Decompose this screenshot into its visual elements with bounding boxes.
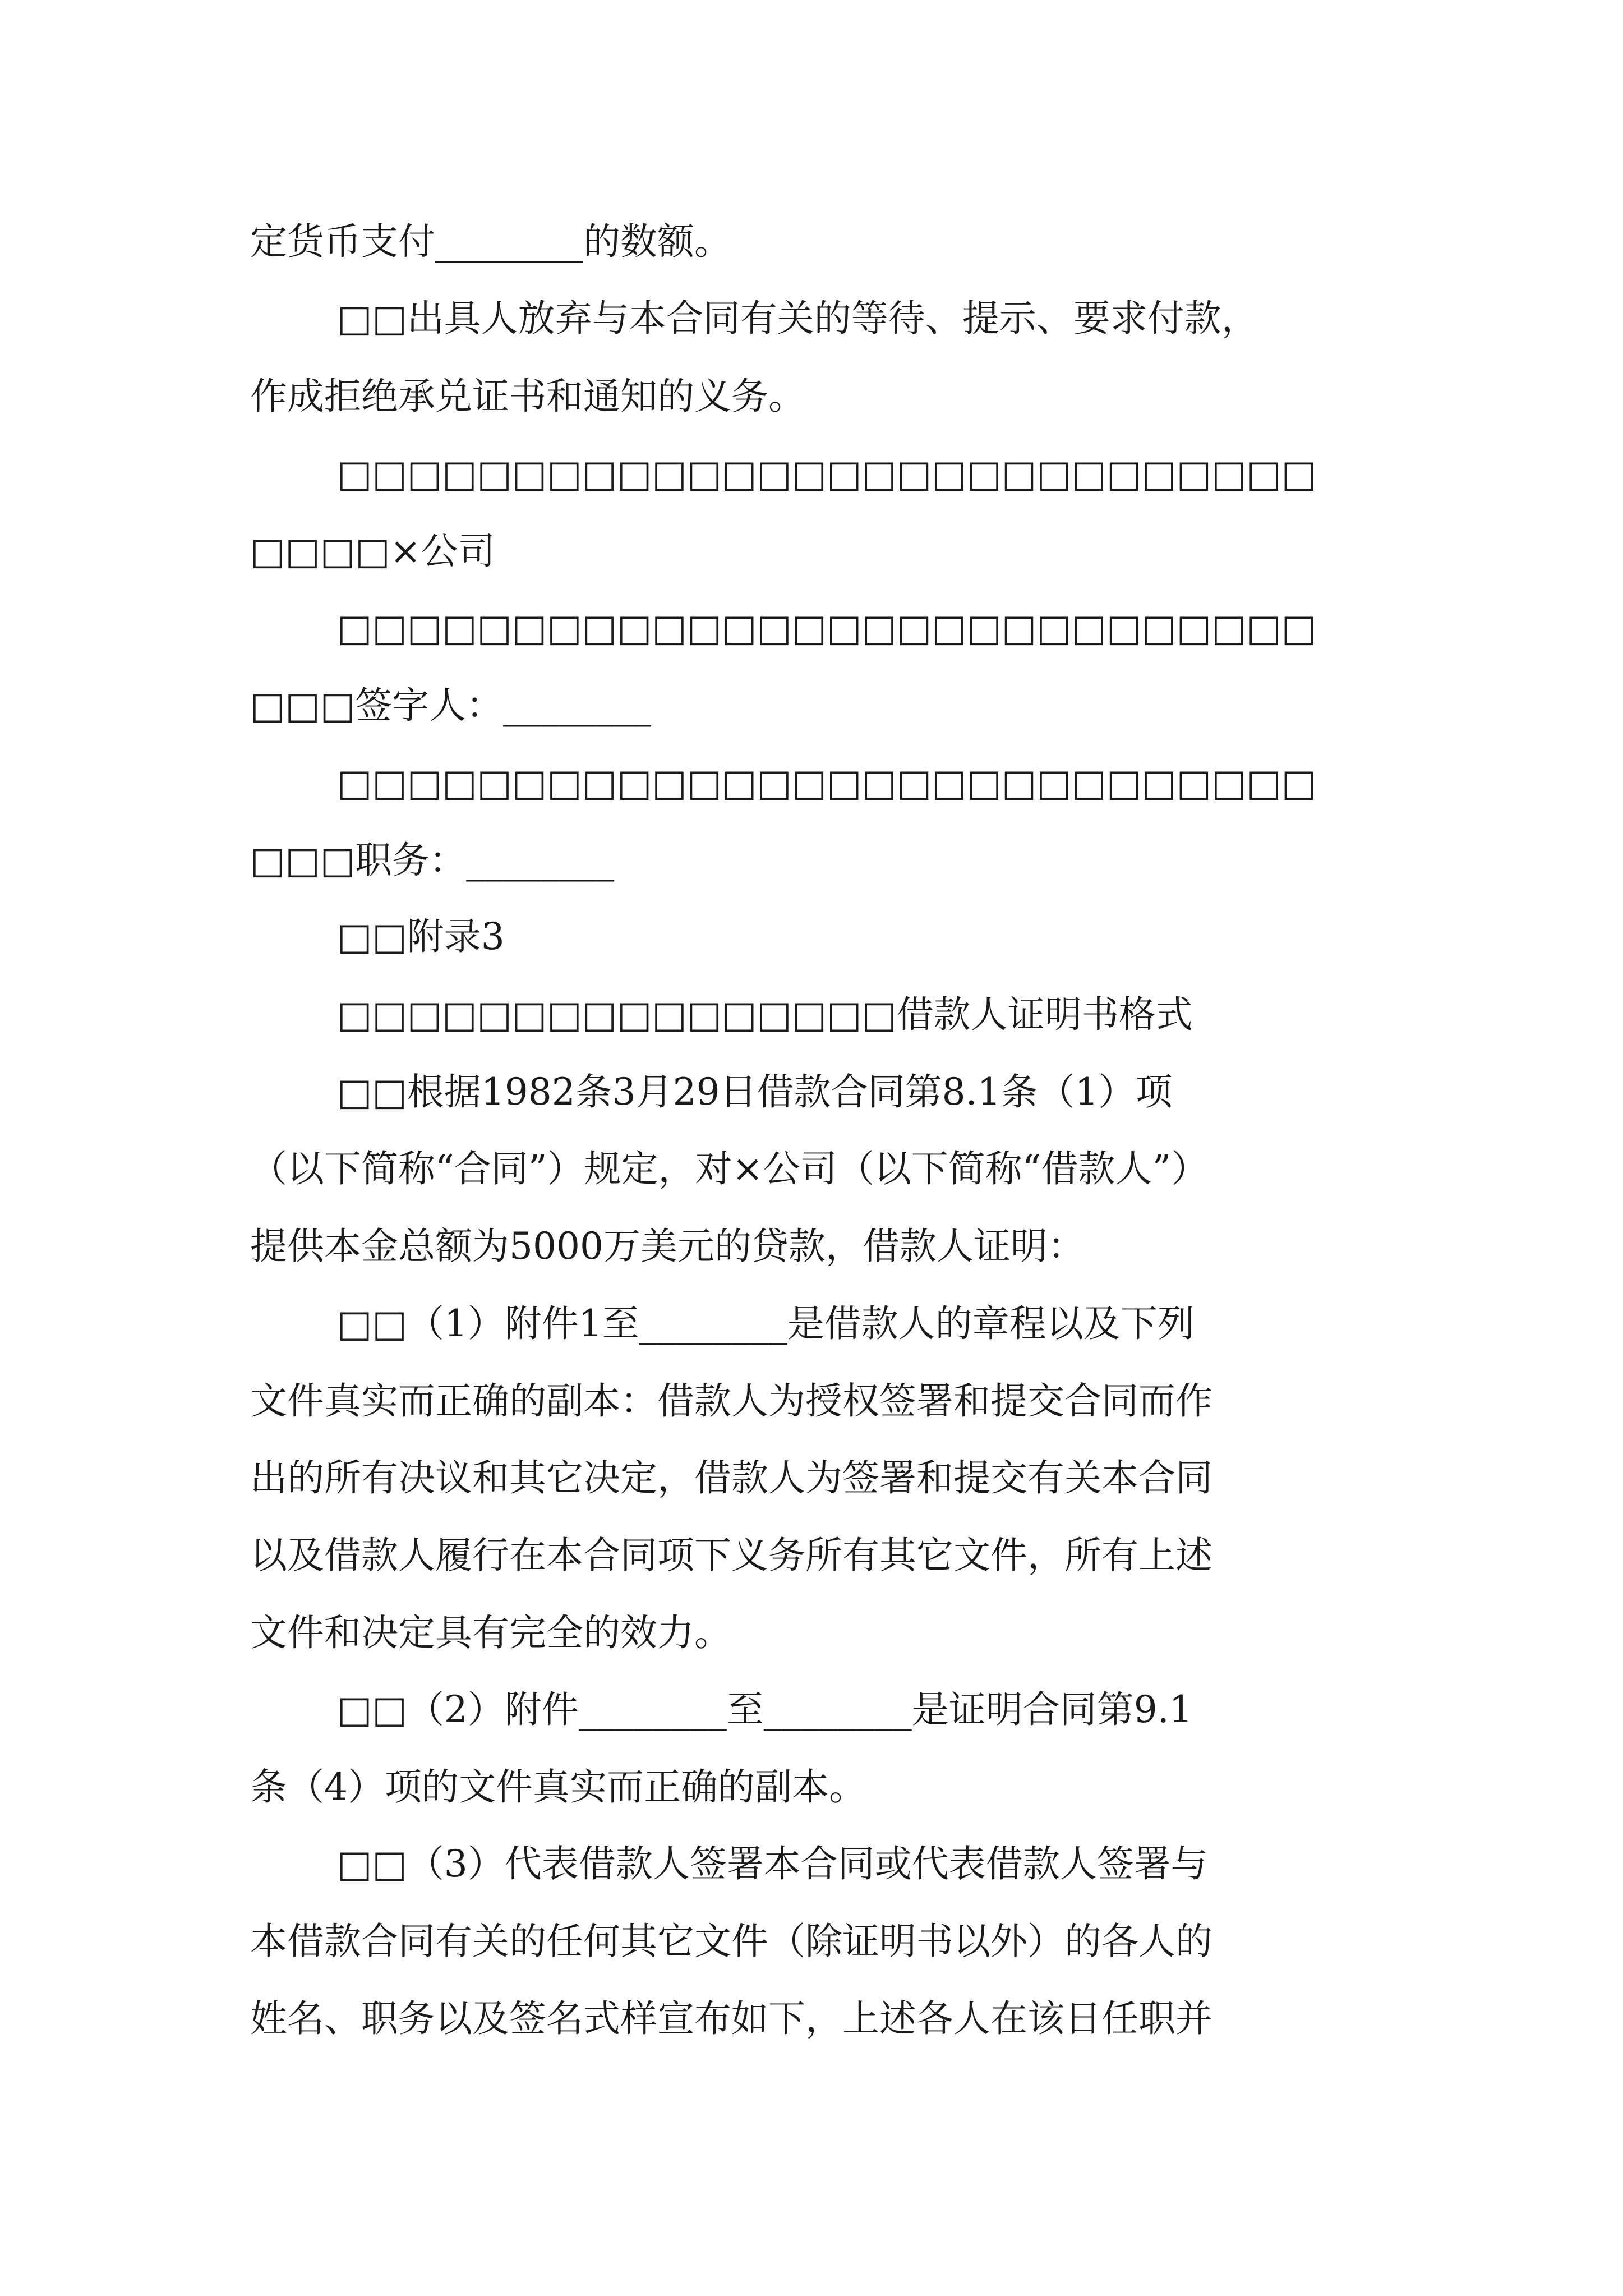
- text-line: 姓名、职务以及签名式样宣布如下，上述各人在该日任职并: [250, 1997, 1212, 2040]
- text-line: □□□□□□□□□□□□□□□□□□□□□□□□□□□□: [337, 452, 1317, 495]
- text-line: 文件真实而正确的副本：借款人为授权签署和提交合同而作: [250, 1379, 1212, 1423]
- text-line: 定货币支付________的数额。: [250, 220, 731, 263]
- text-line: （以下简称“合同”）规定，对×公司（以下简称“借款人”）: [250, 1147, 1209, 1190]
- text-line: 作成拒绝承兑证书和通知的义务。: [250, 375, 805, 418]
- text-line: 提供本金总额为5000万美元的贷款，借款人证明：: [250, 1225, 1085, 1268]
- text-line: □□□□□□□□□□□□□□□□□□□□□□□□□□□□: [337, 761, 1317, 804]
- text-line: □□□签字人：________: [250, 684, 652, 727]
- text-line: □□□职务：________: [250, 839, 615, 882]
- text-line: □□（2）附件________至________是证明合同第9.1: [337, 1688, 1193, 1731]
- text-line: 以及借款人履行在本合同项下义务所有其它文件，所有上述: [250, 1534, 1212, 1577]
- text-line: □□□□□□□□□□□□□□□□借款人证明书格式: [337, 993, 1193, 1036]
- text-line: □□附录3: [337, 915, 505, 958]
- text-line: 出的所有决议和其它决定，借款人为签署和提交有关本合同: [250, 1456, 1212, 1499]
- text-line: 文件和决定具有完全的效力。: [250, 1611, 731, 1654]
- text-line: 条（4）项的文件真实而正确的副本。: [250, 1765, 866, 1809]
- text-line: □□□□×公司: [250, 530, 495, 573]
- text-line: □□（3）代表借款人签署本合同或代表借款人签署与: [337, 1842, 1208, 1885]
- text-line: 本借款合同有关的任何其它文件（除证明书以外）的各人的: [250, 1920, 1212, 1963]
- text-line: □□根据1982条3月29日借款合同第8.1条（1）项: [337, 1070, 1173, 1114]
- text-line: □□□□□□□□□□□□□□□□□□□□□□□□□□□□: [337, 606, 1317, 650]
- text-line: □□出具人放弃与本合同有关的等待、提示、要求付款，: [337, 297, 1258, 340]
- text-line: □□（1）附件1至________是借款人的章程以及下列: [337, 1302, 1195, 1345]
